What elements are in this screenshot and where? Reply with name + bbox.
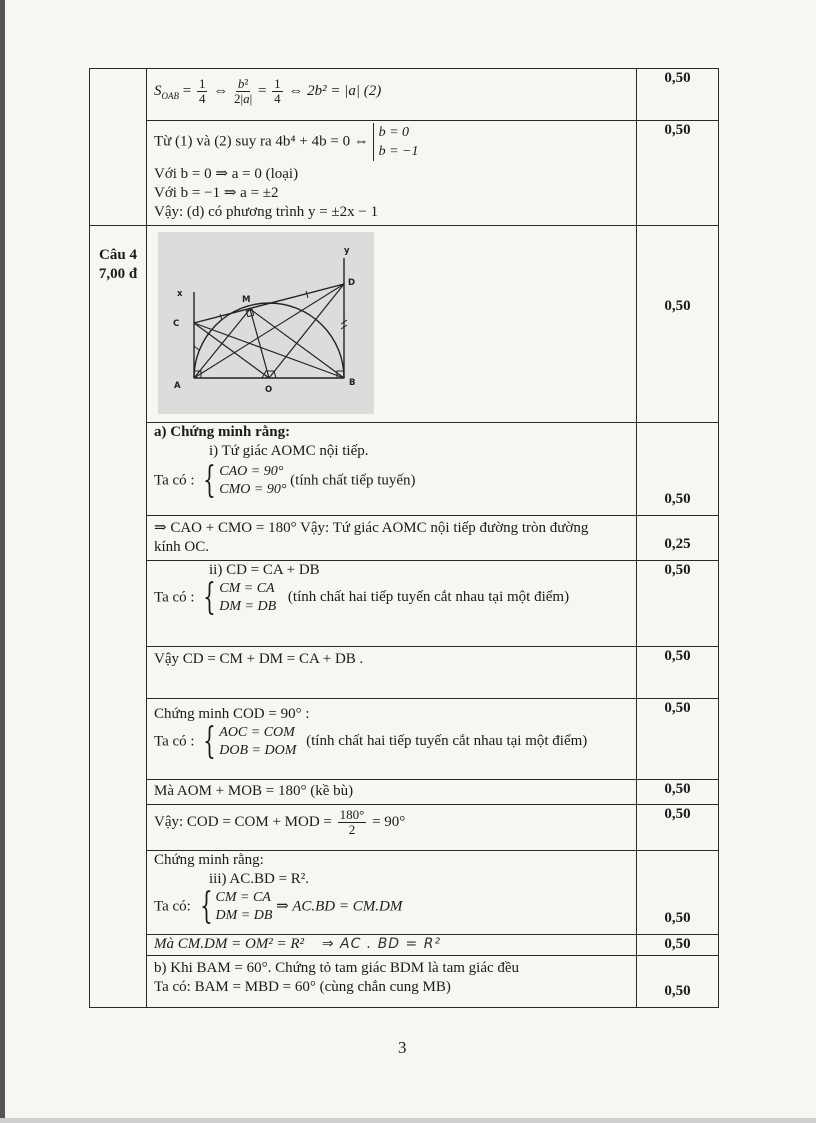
score-cell: 0,50 — [637, 699, 719, 780]
semicircle — [194, 303, 344, 378]
supplementary-line: Mà AOM + MOB = 180° (kề bù) — [154, 783, 354, 799]
question-cell — [90, 805, 147, 851]
question-cell — [90, 121, 147, 226]
content-cell — [147, 647, 637, 699]
case-bm1: Với b = −1 ⇒ a = ±2 — [154, 185, 279, 201]
fraction-numerator: 180° — [339, 807, 365, 822]
product-text: Mà CM.DM = OM² = R² — [154, 936, 305, 952]
table-row — [90, 69, 719, 121]
reason-text: (tính chất hai tiếp tuyến cắt nhau tại một điểm) — [306, 733, 588, 750]
equation-1: CAO = 90° — [219, 464, 284, 479]
equation-system: { CM = CA DM = DB — [203, 577, 277, 618]
score-cell: 0,50 — [637, 226, 719, 423]
tangent-cd — [194, 284, 344, 323]
question-cell — [90, 69, 147, 121]
table-row — [90, 647, 719, 699]
system-line — [154, 721, 630, 762]
score-cell: 0,50 — [637, 121, 719, 226]
score-cell: 0,50 — [637, 780, 719, 805]
derivation-text: Từ (1) và (2) suy ra 4b⁴ + 4b = 0 ⇔ — [154, 133, 369, 150]
content-cell — [147, 851, 637, 935]
score-cell: 0,50 — [637, 69, 719, 121]
reason-text: (tính chất hai tiếp tuyến cắt nhau tại một điểm) — [287, 589, 570, 606]
case-bracket — [373, 123, 419, 161]
case-b0: Với b = 0 ⇒ a = 0 (loại) — [154, 166, 299, 182]
part-b-heading: b) Khi BAM = 60°. Chứng tỏ tam giác BDM là tam giác đều — [154, 960, 520, 976]
angle-cod-equation — [154, 808, 630, 837]
table-row — [90, 935, 719, 956]
equation-left: Vậy: COD = COM + MOD = — [154, 813, 332, 830]
conclusion-line-2: kính OC. — [154, 539, 210, 555]
part-a-text: a) Chứng minh rằng: — [154, 424, 291, 440]
product-line — [154, 935, 630, 954]
score-cell: 0,50 — [637, 935, 719, 956]
area-equation-rest: ⇔ 2b² = |a| (2) — [288, 82, 382, 99]
content-cell — [147, 805, 637, 851]
part-iii-heading: iii) AC.BD = R². — [209, 871, 310, 887]
table-row — [90, 851, 719, 935]
question-cell — [90, 851, 147, 935]
table-row — [90, 805, 719, 851]
table-row — [90, 423, 719, 516]
table-row — [90, 780, 719, 805]
equation-2: DOB = DOM — [219, 743, 297, 758]
table-row — [90, 699, 719, 780]
equation-right: = 90° — [372, 813, 406, 830]
case-1: b = 0 — [378, 125, 410, 140]
score-cell: 0,50 — [637, 805, 719, 851]
fraction — [338, 808, 367, 837]
case-2: b = −1 — [378, 144, 419, 159]
part-ii-heading: ii) CD = CA + DB — [209, 562, 320, 578]
system-line — [154, 460, 630, 501]
reason-text: (tính chất tiếp tuyến) — [290, 472, 416, 489]
label-m: M — [242, 295, 251, 305]
label-c: C — [173, 319, 180, 329]
question-cell — [90, 699, 147, 780]
grading-table — [89, 68, 719, 1008]
content-cell — [147, 69, 637, 121]
equation-1: CM = CA — [219, 581, 275, 596]
label-b: B — [349, 378, 356, 388]
equation-2: CMO = 90° — [219, 482, 287, 497]
content-cell — [147, 121, 637, 226]
equation-system: { AOC = COM DOB = DOM — [203, 721, 297, 762]
fraction-denominator: 2 — [348, 822, 356, 837]
label-d: D — [348, 278, 356, 288]
ta-co-label: Ta có : — [154, 472, 195, 489]
question-cell — [90, 647, 147, 699]
question-cell — [90, 423, 147, 516]
question-label: Câu 4 — [99, 247, 137, 263]
table-row — [90, 121, 719, 226]
score-cell: 0,50 — [637, 956, 719, 1008]
handwritten-note: ⇒ AC . BD = R² — [321, 936, 442, 952]
label-o: O — [265, 385, 273, 395]
question-cell — [90, 956, 147, 1008]
table-row — [90, 956, 719, 1008]
scan-edge-bottom — [0, 1118, 816, 1123]
table-row — [90, 561, 719, 647]
scan-edge-left — [0, 0, 5, 1123]
score-cell: 0,50 — [637, 851, 719, 935]
content-cell — [147, 516, 637, 561]
system-line — [154, 577, 630, 618]
score-cell: 0,50 — [637, 647, 719, 699]
label-a: A — [174, 381, 181, 391]
prove-heading: Chứng minh rằng: — [154, 852, 264, 868]
label-y: y — [344, 246, 350, 256]
system-line — [154, 886, 630, 927]
geometry-figure — [158, 232, 374, 414]
result-text: ⇒ AC.BD = CM.DM — [276, 898, 403, 915]
equation-system: { CAO = 90° CMO = 90° — [203, 460, 287, 501]
equation-2: DM = DB — [215, 908, 273, 923]
derivation-line — [154, 123, 630, 161]
equation-2: DM = DB — [219, 599, 277, 614]
area-equation: $S_{OAB}$ = $\frac{1}{4}$ ⇔ $\frac{\text{b²}}{2|a|}$ = $\frac{1}{4}$ ⇔ 2b² = |a| (2) — [154, 76, 382, 106]
content-cell — [147, 699, 637, 780]
ta-co-label: Ta có: — [154, 898, 191, 915]
question-label-cell — [90, 226, 147, 423]
score-cell: 0,25 — [637, 516, 719, 561]
ta-co-label: Ta có : — [154, 733, 195, 750]
segment-om — [250, 309, 269, 378]
prove-cod-heading: Chứng minh COD = 90° : — [154, 706, 310, 722]
question-cell — [90, 780, 147, 805]
page-number: 3 — [398, 1038, 407, 1057]
equation-system: { CM = CA DM = DB — [199, 886, 273, 927]
part-a-heading — [154, 423, 630, 442]
table-row — [90, 226, 719, 423]
geometry-svg — [158, 232, 374, 414]
tick-ac — [194, 346, 199, 350]
question-cell — [90, 561, 147, 647]
question-cell — [90, 935, 147, 956]
score-cell: 0,50 — [637, 561, 719, 647]
part-i-heading: i) Tứ giác AOMC nội tiếp. — [209, 443, 369, 459]
content-cell — [147, 423, 637, 516]
equation-1: CM = CA — [215, 890, 271, 905]
question-cell — [90, 516, 147, 561]
figure-cell — [147, 226, 637, 423]
score-cell: 0,50 — [637, 423, 719, 516]
part-b-line: Ta có: BAM = MBD = 60° (cùng chắn cung MB) — [154, 979, 451, 995]
conclusion-line-1: ⇒ CAO + CMO = 180° Vậy: Tứ giác AOMC nội tiếp đường tròn đường — [154, 520, 589, 536]
content-cell — [147, 780, 637, 805]
tick-cm — [220, 314, 222, 320]
label-x: x — [177, 289, 183, 299]
content-cell — [147, 935, 637, 956]
segment-bm — [250, 309, 344, 378]
table-row — [90, 516, 719, 561]
content-cell — [147, 956, 637, 1008]
equation-1: AOC = COM — [219, 725, 295, 740]
conclusion-line: Vậy: (d) có phương trình y = ±2x − 1 — [154, 204, 379, 220]
conclusion-line: Vậy CD = CM + DM = CA + DB . — [154, 651, 364, 667]
question-points: 7,00 đ — [98, 266, 138, 282]
content-cell — [147, 561, 637, 647]
ta-co-label: Ta có : — [154, 589, 195, 606]
